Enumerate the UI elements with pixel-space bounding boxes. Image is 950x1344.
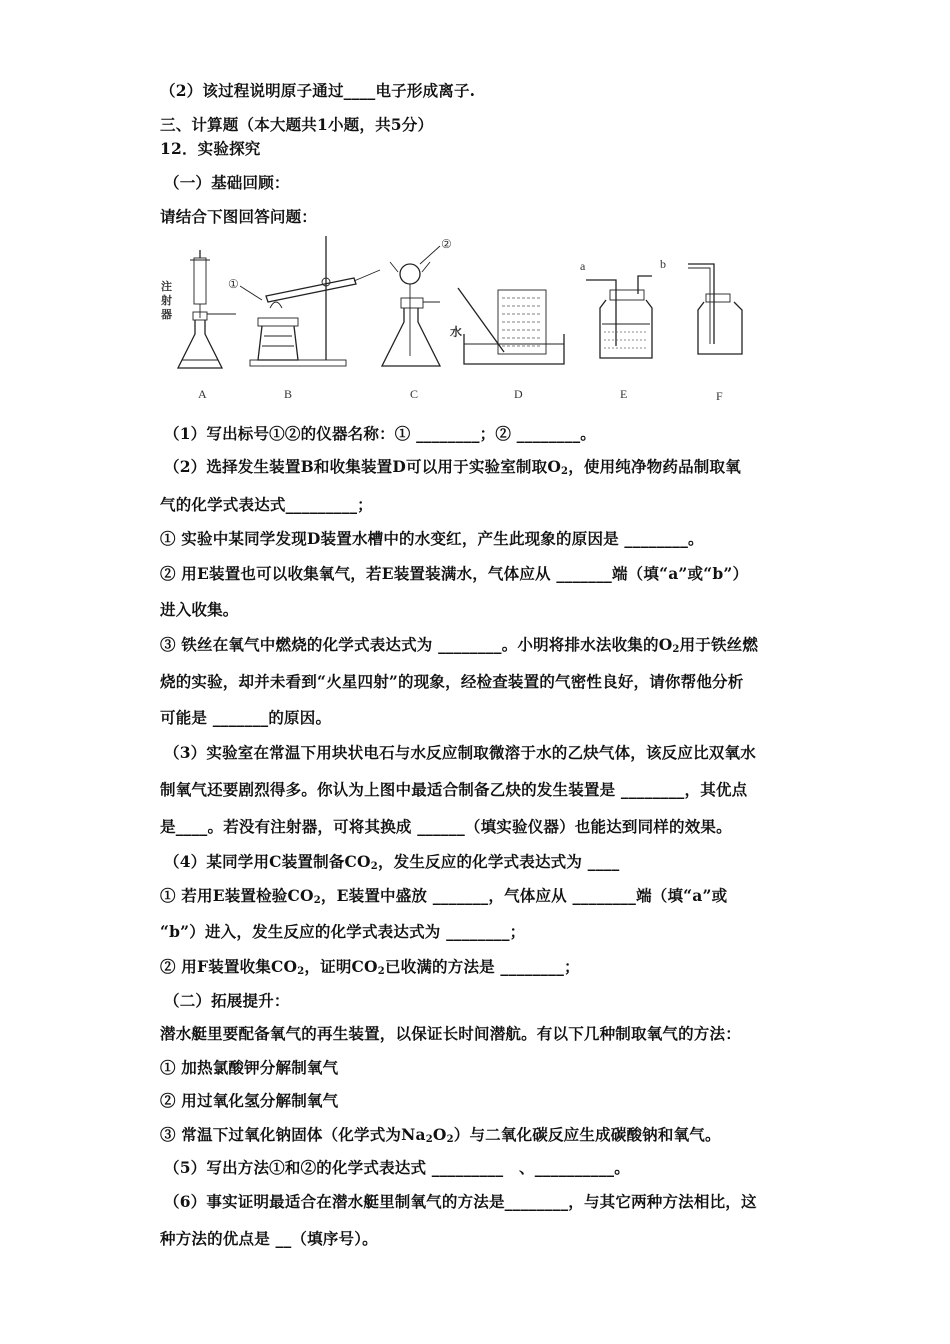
q1-instrument-names: （1）写出标号①②的仪器名称：① ________；② ________。 [164, 424, 596, 443]
method-2: ② 用过氧化氢分解制氧气 [160, 1091, 339, 1110]
q6-line-1: （6）事实证明最适合在潜水艇里制氧气的方法是________，与其它两种方法相比，这 [164, 1192, 757, 1211]
question-12-title: 12．实验探究 [160, 139, 261, 158]
line-q2-ion: （2）该过程说明原子通过____电子形成离子. [160, 81, 476, 100]
q3-line-1: （3）实验室在常温下用块状电石与水反应制取微溶于水的乙炔气体，该反应比双氧水 [164, 743, 756, 762]
apparatus-f [688, 264, 742, 403]
q3-line-2: 制氧气还要剧烈得多。你认为上图中最适合制备乙炔的发生装置是 ________，其优点 [160, 780, 748, 799]
q4-sub-1: ① 若用E装置检验$CO_2$，E装置中盛放 _______，气体应从 ________端（填“a”或 [160, 886, 728, 906]
marker-2: ② [441, 237, 452, 251]
q2-sub-1: ① 实验中某同学发现D装置水槽中的水变红，产生此现象的原因是 ________。 [160, 529, 704, 548]
syringe-label-3: 器 [161, 309, 172, 321]
part-1-heading: （一）基础回顾： [164, 173, 290, 192]
q2-sub-2: ② 用E装置也可以收集氧气，若E装置装满水，气体应从 _______端（填“a”或“b”） [160, 564, 749, 583]
apparatus-c [382, 237, 452, 401]
q2-sub-3: ③ 铁丝在氧气中燃烧的化学式表达式为 ________。小明将排水法收集的$O_2$用于铁丝燃 [160, 635, 759, 655]
q4-line-1: （4）某同学用C装置制备$CO_2$，发生反应的化学式表达式为 ____ [164, 852, 620, 872]
q3-line-3: 是____。若没有注射器，可将其换成 ______（填实验仪器）也能达到同样的效果。 [160, 817, 732, 836]
syringe-label-2: 射 [161, 295, 172, 307]
apparatus-figure [158, 226, 798, 410]
q4-sub-2: ② 用F装置收集$CO_2$，证明$CO_2$已收满的方法是 ________； [160, 957, 580, 977]
q4-sub-1-cont: “b”）进入，发生反应的化学式表达式为 ________； [160, 922, 526, 941]
part-2-heading: （二）拓展提升： [164, 991, 290, 1010]
apparatus-b [228, 236, 380, 401]
label-b: B [284, 387, 293, 401]
q2-sub-3-cont-1: 烧的实验，却并未看到“火星四射”的现象，经检查装置的气密性良好，请你帮他分析 [160, 672, 744, 691]
q2-sub-2-cont: 进入收集。 [160, 600, 239, 619]
port-b-label: b [660, 257, 666, 271]
marker-1: ① [228, 277, 239, 291]
section-calc-heading: 三、计算题（本大题共1小题，共5分） [160, 115, 434, 134]
q6-line-2: 种方法的优点是 __（填序号）。 [160, 1229, 378, 1248]
q2-line-2: 气的化学式表达式_________； [160, 495, 373, 514]
method-1: ① 加热氯酸钾分解制氧气 [160, 1058, 339, 1077]
syringe-label-1: 注 [161, 281, 172, 293]
label-d: D [514, 387, 523, 401]
part-2-intro: 潜水艇里要配备氧气的再生装置，以保证长时间潜航。有以下几种制取氧气的方法： [160, 1024, 741, 1043]
q2-line-1: （2）选择发生装置B和收集装置D可以用于实验室制取$O_2$，使用纯净物药品制取氧 [164, 457, 741, 477]
port-a-label: a [580, 259, 586, 273]
figure-intro: 请结合下图回答问题： [160, 207, 318, 226]
apparatus-a [160, 250, 236, 401]
label-c: C [410, 387, 419, 401]
q5-line: （5）写出方法①和②的化学式表达式 _________ 、__________。 [164, 1158, 630, 1177]
q2-sub-3-cont-2: 可能是 _______的原因。 [160, 708, 332, 727]
label-e: E [620, 387, 628, 401]
water-label: 水 [450, 325, 463, 339]
method-3: ③ 常温下过氧化钠固体（化学式为$Na_2O_2$）与二氧化碳反应生成碳酸钠和氧气。 [160, 1125, 721, 1145]
label-f: F [716, 389, 723, 403]
label-a: A [198, 387, 207, 401]
apparatus-d [450, 288, 564, 401]
apparatus-e [580, 257, 666, 401]
